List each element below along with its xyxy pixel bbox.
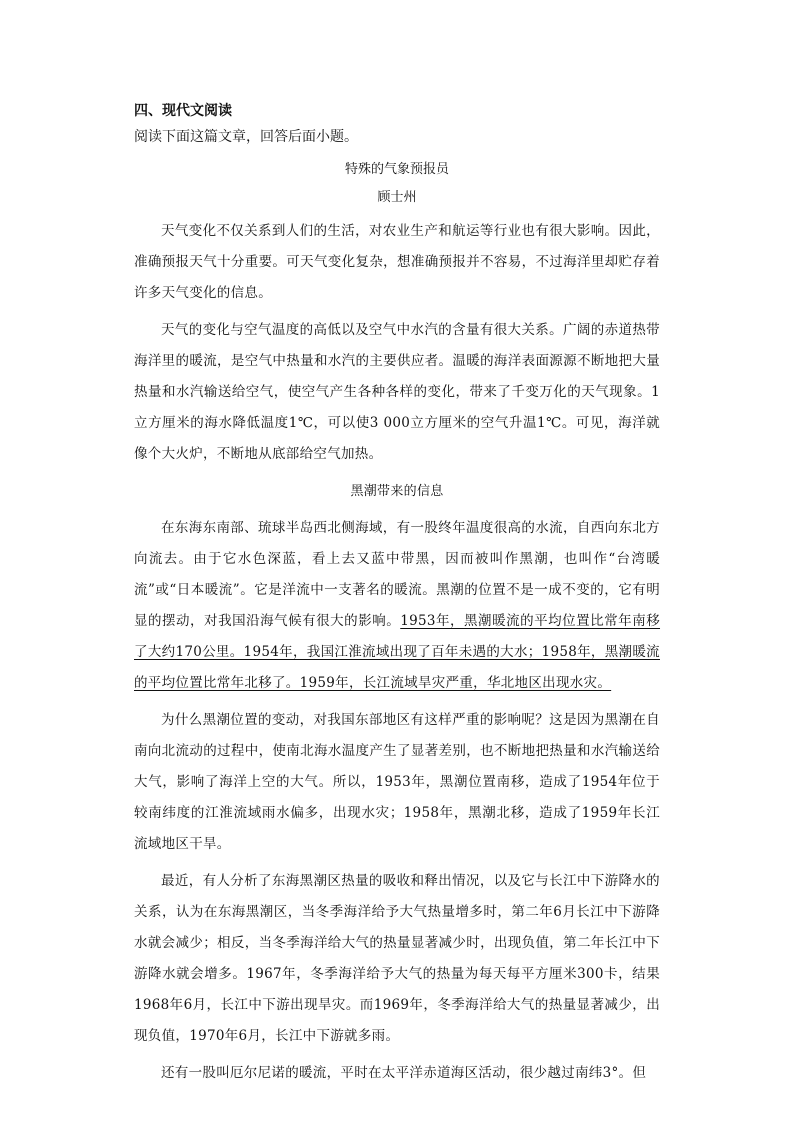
paragraph-4: 为什么黑潮位置的变动，对我国东部地区有这样严重的影响呢？这是因为黑潮在自南向北流动的过程中，使南北海水温度产生了显著差别，也不断地把热量和水汽输送给大气，影响了海洋上空的大气。所以，1953年，黑潮位置南移，造成了1954年位于较南纬度的江淮流域雨水偏多，出现水灾；1958年，黑潮北移，造成了1959年长江流域地区干旱。: [134, 712, 660, 852]
paragraph-3: [134, 513, 660, 699]
article-title: 特殊的气象预报员: [344, 162, 449, 177]
paragraph-1: 天气变化不仅关系到人们的生活，对农业生产和航运等行业也有很大影响。因此，准确预报天气十分重要。可天气变化复杂，想准确预报并不容易，不过海洋里却贮存着许多天气变化的信息。: [134, 223, 660, 301]
article-body: [134, 216, 660, 1089]
article-author: 顾士州: [377, 190, 417, 205]
article-subheading: 黑潮带来的信息: [350, 484, 444, 499]
section-heading: 四、现代文阅读: [134, 103, 232, 119]
reading-instruction: 阅读下面这篇文章，回答后面小题。: [134, 129, 358, 145]
paragraph-2: 天气的变化与空气温度的高低以及空气中水汽的含量有很大关系。广阔的赤道热带海洋里的暖流，是空气中热量和水汽的主要供应者。温暖的海洋表面源源不断地把大量热量和水汽输送给空气，使空气产生各种各样的变化，带来了千变万化的天气现象。1立方厘米的海水降低温度1℃，可以使3 000立方厘米的空气升温1℃。可见，海洋就像个大火炉，不断地从底部给空气加热。: [134, 322, 660, 462]
paragraph-3-text: 在东海东南部、琉球半岛西北侧海域，有一股终年温度很高的水流，自西向东北方向流去。由于它水色深蓝，看上去又蓝中带黑，因而被叫作黑潮，也叫作“台湾暖流”或“日本暖流”。它是洋流中一支著名的暖流。黑潮的位置不是一成不变的，它有明显的摆动，对我国沿海气候有很大的影响。: [134, 520, 660, 629]
paragraph-6: 还有一股叫厄尔尼诺的暖流，平时在太平洋赤道海区活动，很少越过南纬3°。但: [161, 1065, 647, 1081]
paragraph-5: 最近，有人分析了东海黑潮区热量的吸收和释出情况，以及它与长江中下游降水的关系，认为在东海黑潮区，当冬季海洋给予大气热量增多时，第二年6月长江中下游降水就会减少；相反，当冬季海洋给大气的热量显著减少时，出现负值，第二年长江中下游降水就会增多。1967年，冬季海洋给予大气的热量为每天每平方厘米300卡，结果1968年6月，长江中下游出现旱灾。而1969年，冬季海洋给大气的热量显著减少，出现负值，1970年6月，长江中下游就多雨。: [134, 873, 660, 1044]
underlined-passage: 1953年，黑潮暖流的平均位置比常年南移了大约170公里。1954年，我国江淮流域出现了百年未遇的大水；1958年，黑潮暖流的平均位置比常年北移了。1959年，长江流域旱灾严重，华北地区出现水灾。: [134, 613, 661, 691]
